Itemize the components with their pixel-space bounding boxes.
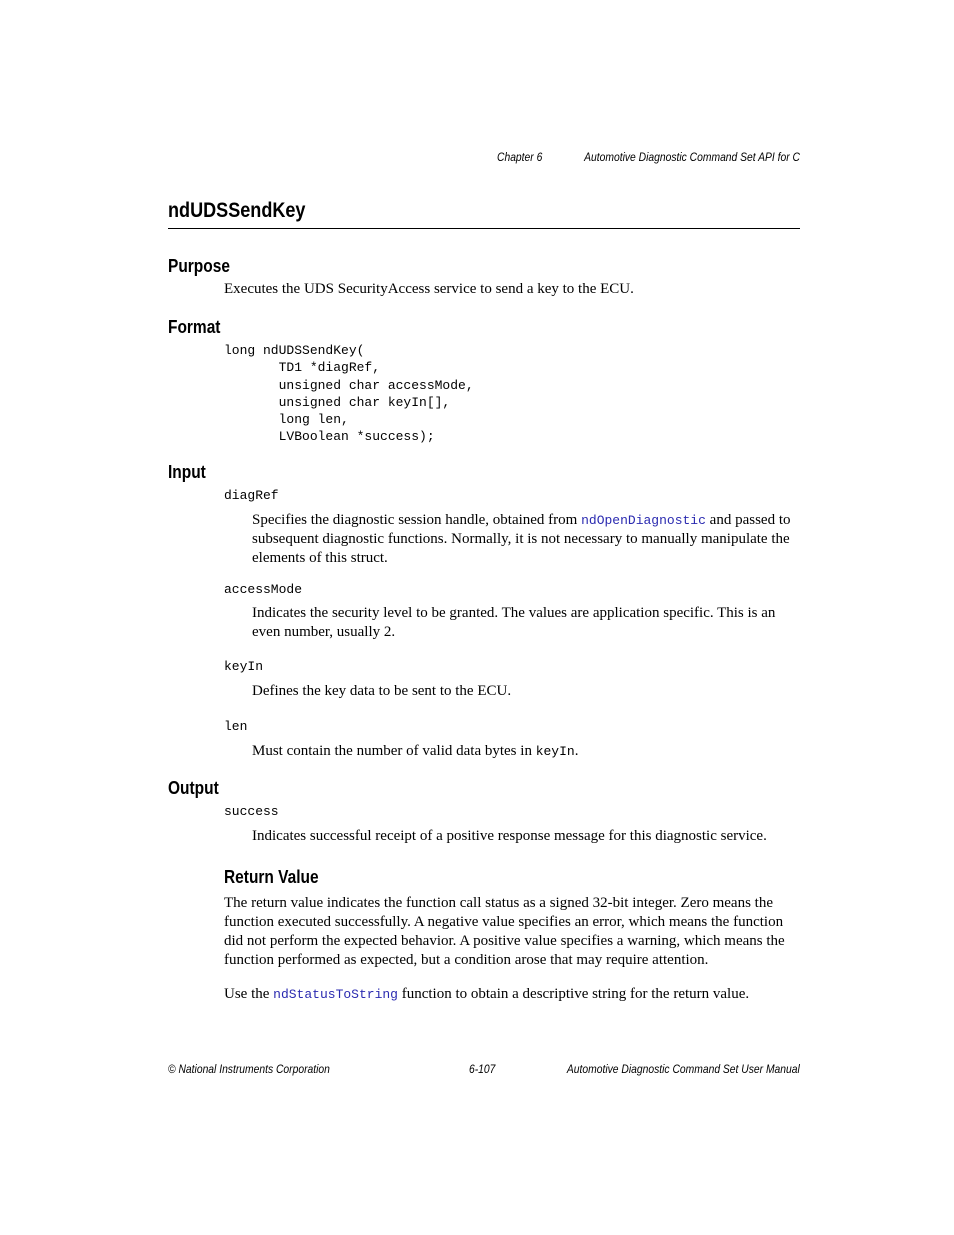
param-desc-success: Indicates successful receipt of a positive response message for this diagnostic service. (252, 828, 767, 844)
footer-copyright: © National Instruments Corporation (168, 1062, 330, 1076)
purpose-heading: Purpose (168, 256, 230, 276)
output-heading: Output (168, 778, 219, 798)
code-line: long len, (224, 412, 349, 428)
link-ndopendiagnostic[interactable]: ndOpenDiagnostic (581, 513, 706, 528)
code-line: TD1 *diagRef, (224, 360, 381, 376)
format-code-block (224, 342, 474, 446)
title-rule (168, 228, 800, 229)
param-name-diagref: diagRef (224, 488, 279, 503)
format-heading: Format (168, 317, 221, 337)
code-line: long ndUDSSendKey( (224, 343, 365, 358)
return-value-heading: Return Value (224, 867, 319, 887)
param-desc-diagref: Specifies the diagnostic session handle, obtained from ndOpenDiagnostic and passed to subsequent diagnostic functions. Normally, it is not necessary to manually manipulate the elements of this struct. (252, 512, 791, 566)
code-line: LVBoolean *success); (224, 429, 435, 445)
param-name-success: success (224, 804, 279, 819)
param-desc-len: Must contain the number of valid data bytes in keyIn. (252, 743, 579, 759)
header-chapter: Chapter 6 (497, 150, 543, 164)
footer-page-number: 6-107 (469, 1062, 496, 1076)
param-desc-accessmode: Indicates the security level to be granted. The values are application specific. This is an even number, usually 2. (252, 605, 776, 640)
param-name-len: len (224, 719, 248, 734)
param-desc-keyin: Defines the key data to be sent to the ECU. (252, 683, 512, 699)
code-line: unsigned char accessMode, (224, 377, 474, 393)
footer-manual-title: Automotive Diagnostic Command Set User Manual (567, 1062, 800, 1076)
header-section: Automotive Diagnostic Command Set API for C (584, 150, 800, 164)
purpose-text: Executes the UDS SecurityAccess service to send a key to the ECU. (224, 281, 634, 297)
return-value-text: The return value indicates the function call status as a signed 32-bit integer. Zero means the function executed successfully. A negative value specifies an error, which means the function did not perform the expected behavior. A positive value specifies a warning, which means the function performed as expected, but a condition arose that may require attention. (224, 895, 785, 968)
param-name-keyin: keyIn (224, 659, 264, 674)
page-title: ndUDSSendKey (168, 199, 306, 222)
input-heading: Input (168, 462, 206, 482)
link-ndstatustostring[interactable]: ndStatusToString (273, 987, 398, 1002)
return-value-use-text: Use the ndStatusToString function to obtain a descriptive string for the return value. (224, 986, 750, 1002)
code-line: unsigned char keyIn[], (224, 394, 451, 410)
param-name-accessmode: accessMode (224, 582, 303, 597)
inline-code-keyin: keyIn (535, 744, 575, 759)
